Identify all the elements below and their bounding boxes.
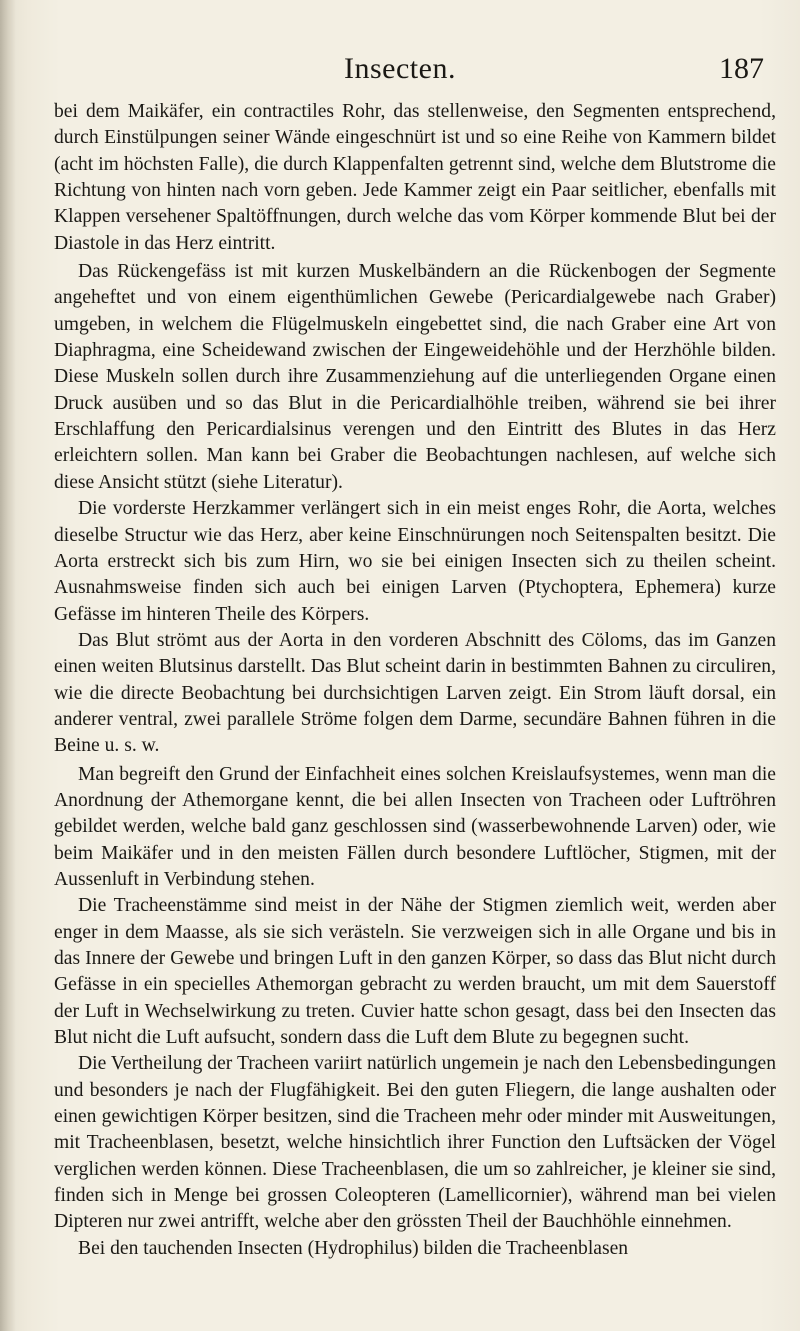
paragraph-blood-flow: Das Blut strömt aus der Aorta in den vorderen Abschnitt des Cöloms, das im Ganzen einen weiten Blutsinus darstellt. Das Blut scheint darin in bestimmten Bahnen zu circuliren, wie die directe Beobachtung bei durchsichtigen Larven zeigt. Ein Strom läuft dorsal, ein anderer ventral, zwei parallele Ströme folgen dem Darme, secundäre Bahnen führen in die Beine u. s. w.: [54, 629, 776, 757]
paragraph-diving-insects: Bei den tauchenden Insecten (Hydrophilus) bilden die Tracheenblasen: [78, 1237, 629, 1259]
page-number: 187: [719, 52, 764, 85]
paragraph-aorta: Die vorderste Herzkammer verlängert sich in ein meist enges Rohr, die Aorta, welches dieselbe Structur wie das Herz, aber keine Einschnürungen noch Seitenspalten besitzt. Die Aorta erstreckt sich bis zum Hirn, wo sie bei einigen Insecten sich zu theilen scheint. Ausnahmsweise finden sich auch bei einigen Larven (Ptychoptera, Ephemera) kurze Gefässe im hinteren Theile des Körpers.: [54, 498, 776, 625]
paragraph-tracheal-distribution: Die Vertheilung der Tracheen variirt natürlich ungemein je nach den Lebensbedingungen und besonders je nach der Flugfähigkeit. Bei den guten Fliegern, die lange aushalten oder einen gewichtigen Körper besitzen, sind die Tracheen mehr oder minder mit Ausweitungen, mit Tracheenblasen, besetzt, welche hinsichtlich ihrer Function den Luftsäcken der Vögel verglichen werden können. Diese Tracheenblasen, die um so zahlreicher, je kleiner sie sind, finden sich in Menge bei grossen Coleopteren (Lamellicornier), während man bei vielen Dipteren nur zwei antrifft, welche aber den grössten Theil der Bauchhöhle einnehmen.: [54, 1053, 776, 1233]
page-binding-edge: [0, 0, 16, 1331]
body-text: [54, 99, 776, 1262]
paragraph-tracheae: Die Tracheenstämme sind meist in der Nähe der Stigmen ziemlich weit, werden aber enger in dem Maasse, als sie sich verästeln. Sie verzweigen sich in alle Organe und bis in das Innere der Gewebe und bringen Luft in den ganzen Körper, so dass das Blut nicht durch Gefässe in ein specielles Athemorgan gebracht zu werden braucht, um mit dem Sauerstoff der Luft in Wechselwirkung zu treten. Cuvier hatte schon gesagt, dass bei den Insecten das Blut nicht die Luft aufsucht, sondern dass die Luft dem Blute zu begegnen sucht.: [54, 895, 776, 1049]
running-head: [0, 52, 800, 92]
paragraph-circulation: Man begreift den Grund der Einfachheit eines solchen Kreislaufsystemes, wenn man die Anordnung der Athemorgane kennt, die bei allen Insecten von Tracheen oder Luftröhren gebildet werden, welche bald ganz geschlossen sind (wasserbewohnende Larven) oder, wie beim Maikäfer und in den meisten Fällen durch besondere Luftlöcher, Stigmen, mit der Aussenluft in Verbindung stehen.: [54, 763, 776, 890]
paragraph-heart-chambers: bei dem Maikäfer, ein contractiles Rohr, das stellenweise, den Segmenten entsprechend, durch Einstülpungen seiner Wände eingeschnürt ist und so eine Reihe von Kammern bildet (acht im höchsten Falle), die durch Klappenfalten getrennt sind, welche dem Blutstrome die Richtung von hinten nach vorn geben. Jede Kammer zeigt ein Paar seitlicher, ebenfalls mit Klappen versehener Spaltöffnungen, durch welche das vom Körper kommende Blut bei der Diastole in das Herz eintritt.: [54, 101, 776, 254]
paragraph-dorsal-vessel: Das Rückengefäss ist mit kurzen Muskelbändern an die Rückenbogen der Segmente angeheftet und von einem eigenthümlichen Gewebe (Pericardialgewebe nach Graber) umgeben, in welchem die Flügelmuskeln eingebettet sind, die nach Graber eine Art von Diaphragma, eine Scheidewand zwischen der Eingeweidehöhle und der Herzhöhle bilden. Diese Muskeln sollen durch ihre Zusammenziehung auf die unterliegenden Organe einen Druck ausüben und so das Blut in die Pericardialhöhle treiben, während sie bei ihrer Erschlaffung den Pericardialsinus verengen und den Eintritt des Blutes in das Herz erleichtern sollen. Man kann bei Graber die Beobachtungen nachlesen, auf welche sich diese Ansicht stützt (siehe Literatur).: [54, 261, 776, 493]
running-head-title: Insecten.: [344, 52, 456, 85]
